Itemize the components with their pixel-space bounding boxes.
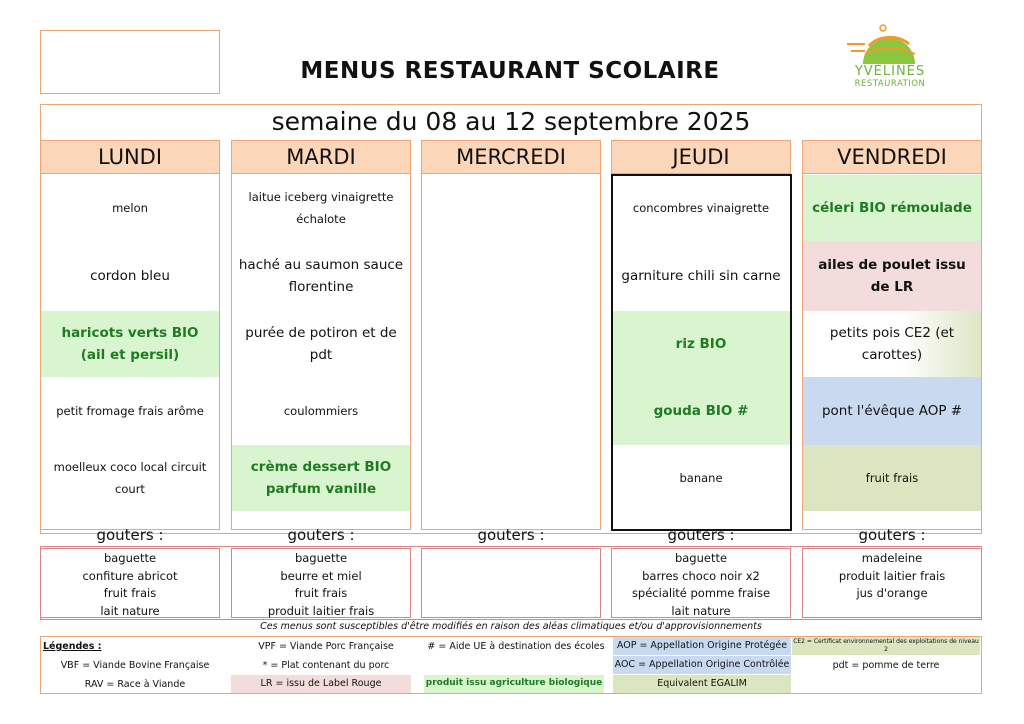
- gouter-item: madeleine: [861, 551, 923, 565]
- menu-item: moelleux coco local circuit court: [53, 460, 207, 496]
- day-column-vendredi: [802, 140, 982, 530]
- gouter-item: beurre et miel: [280, 568, 362, 583]
- brand-logo: [835, 24, 945, 96]
- menu-item: [422, 175, 600, 241]
- legend-vbf: VBF = Viande Bovine Française: [60, 660, 210, 671]
- day-column-mardi: [231, 140, 411, 530]
- day-column-lundi: [40, 140, 220, 530]
- gouters-label: gouters :: [667, 526, 735, 544]
- gouter-item: produit laitier frais: [838, 568, 946, 583]
- gouter-item: fruit frais: [294, 586, 348, 601]
- gouters-box-jeudi: [611, 548, 791, 618]
- gouters-label: gouters :: [287, 526, 355, 544]
- menu-item: petits pois CE2 (et carottes): [803, 311, 981, 377]
- menu-item: pont l'évêque AOP #: [803, 377, 981, 445]
- day-column-mercredi: [421, 140, 601, 530]
- menu-item: petit fromage frais arôme: [56, 404, 204, 418]
- gouter-item: barres choco noir x2: [642, 568, 760, 583]
- gouter-item: fruit frais: [103, 586, 157, 601]
- menu-item: garniture chili sin carne: [621, 268, 781, 284]
- highlight-border: [611, 174, 792, 531]
- gouters-label: gouters :: [96, 526, 164, 544]
- gouters-label: gouters :: [477, 526, 545, 544]
- gouter-item: baguette: [294, 551, 348, 565]
- menu-item: haricots verts BIO (ail et persil): [41, 311, 219, 377]
- week-label: semaine du 08 au 12 septembre 2025: [271, 107, 751, 136]
- legend: [40, 636, 982, 694]
- day-header: VENDREDI: [803, 141, 981, 174]
- gouter-item: spécialité pomme fraise: [631, 586, 771, 601]
- gouter-item: jus d'orange: [856, 586, 928, 601]
- gouters-box-lundi: [40, 548, 220, 618]
- logo-placeholder: [40, 30, 220, 94]
- menu-item: [422, 311, 600, 377]
- legend-title: Légendes :: [43, 641, 102, 652]
- legend-vpf: VPF = Viande Porc Française: [258, 641, 394, 652]
- day-header: JEUDI: [612, 141, 790, 174]
- day-header: LUNDI: [41, 141, 219, 174]
- brand-name: YVELINES: [854, 64, 926, 79]
- legend-hash: # = Aide UE à destination des écoles: [427, 641, 605, 652]
- day-header: MARDI: [232, 141, 410, 174]
- legend-star: * = Plat contenant du porc: [262, 660, 390, 671]
- gouter-item: confiture abricot: [82, 568, 178, 583]
- gouter-item: lait nature: [100, 603, 160, 618]
- gouters-box-vendredi: [802, 548, 982, 618]
- day-header: MERCREDI: [422, 141, 600, 174]
- gouters-box-mercredi: [421, 548, 601, 618]
- legend-ce2: CE2 = Certificat environnemental des exploitations de niveau 2: [793, 638, 979, 653]
- gouters-label: gouters :: [858, 526, 926, 544]
- legend-lr: LR = issu de Label Rouge: [231, 675, 411, 693]
- menu-item: banane: [679, 471, 723, 485]
- menu-item: purée de potiron et de pdt: [245, 325, 397, 363]
- menu-item: crème dessert BIO parfum vanille: [232, 445, 410, 511]
- legend-aop: AOP = Appellation Origine Protégée: [613, 637, 791, 655]
- menu-item: melon: [112, 201, 148, 215]
- menu-item: [422, 241, 600, 311]
- gouter-item: baguette: [674, 551, 728, 565]
- gouters-box-mardi: [231, 548, 411, 618]
- gouter-item: baguette: [103, 551, 157, 565]
- menu-item: gouda BIO #: [612, 377, 790, 445]
- menu-item: laitue iceberg vinaigrette échalote: [248, 190, 394, 226]
- menu-item: [422, 445, 600, 511]
- menu-item: ailes de poulet issu de LR: [803, 241, 981, 311]
- menu-item: céleri BIO rémoulade: [803, 175, 981, 241]
- page-title: MENUS RESTAURANT SCOLAIRE: [300, 58, 720, 84]
- gouter-item: produit laitier frais: [267, 603, 375, 618]
- notice: Ces menus sont susceptibles d'être modifiés en raison des aléas climatiques et/ou d'approvisionnements: [260, 621, 762, 632]
- legend-rav: RAV = Race à Viande: [84, 679, 186, 690]
- legend-bio: produit issu agriculture biologique: [424, 675, 604, 693]
- legend-aoc: AOC = Appellation Origine Contrôlée: [613, 656, 791, 674]
- brand-subtitle: RESTAURATION: [854, 79, 926, 89]
- menu-item: cordon bleu: [90, 268, 170, 284]
- menu-item: fruit frais: [803, 445, 981, 511]
- menu-item: riz BIO: [612, 311, 790, 377]
- menu-item: haché au saumon sauce florentine: [238, 257, 404, 295]
- legend-pdt: pdt = pomme de terre: [832, 660, 940, 671]
- menu-item: concombres vinaigrette: [632, 201, 770, 215]
- legend-egalim: Equivalent EGALIM: [613, 675, 791, 693]
- gouter-item: lait nature: [671, 603, 731, 618]
- menu-item: [422, 377, 600, 445]
- menu-item: coulommiers: [283, 404, 359, 418]
